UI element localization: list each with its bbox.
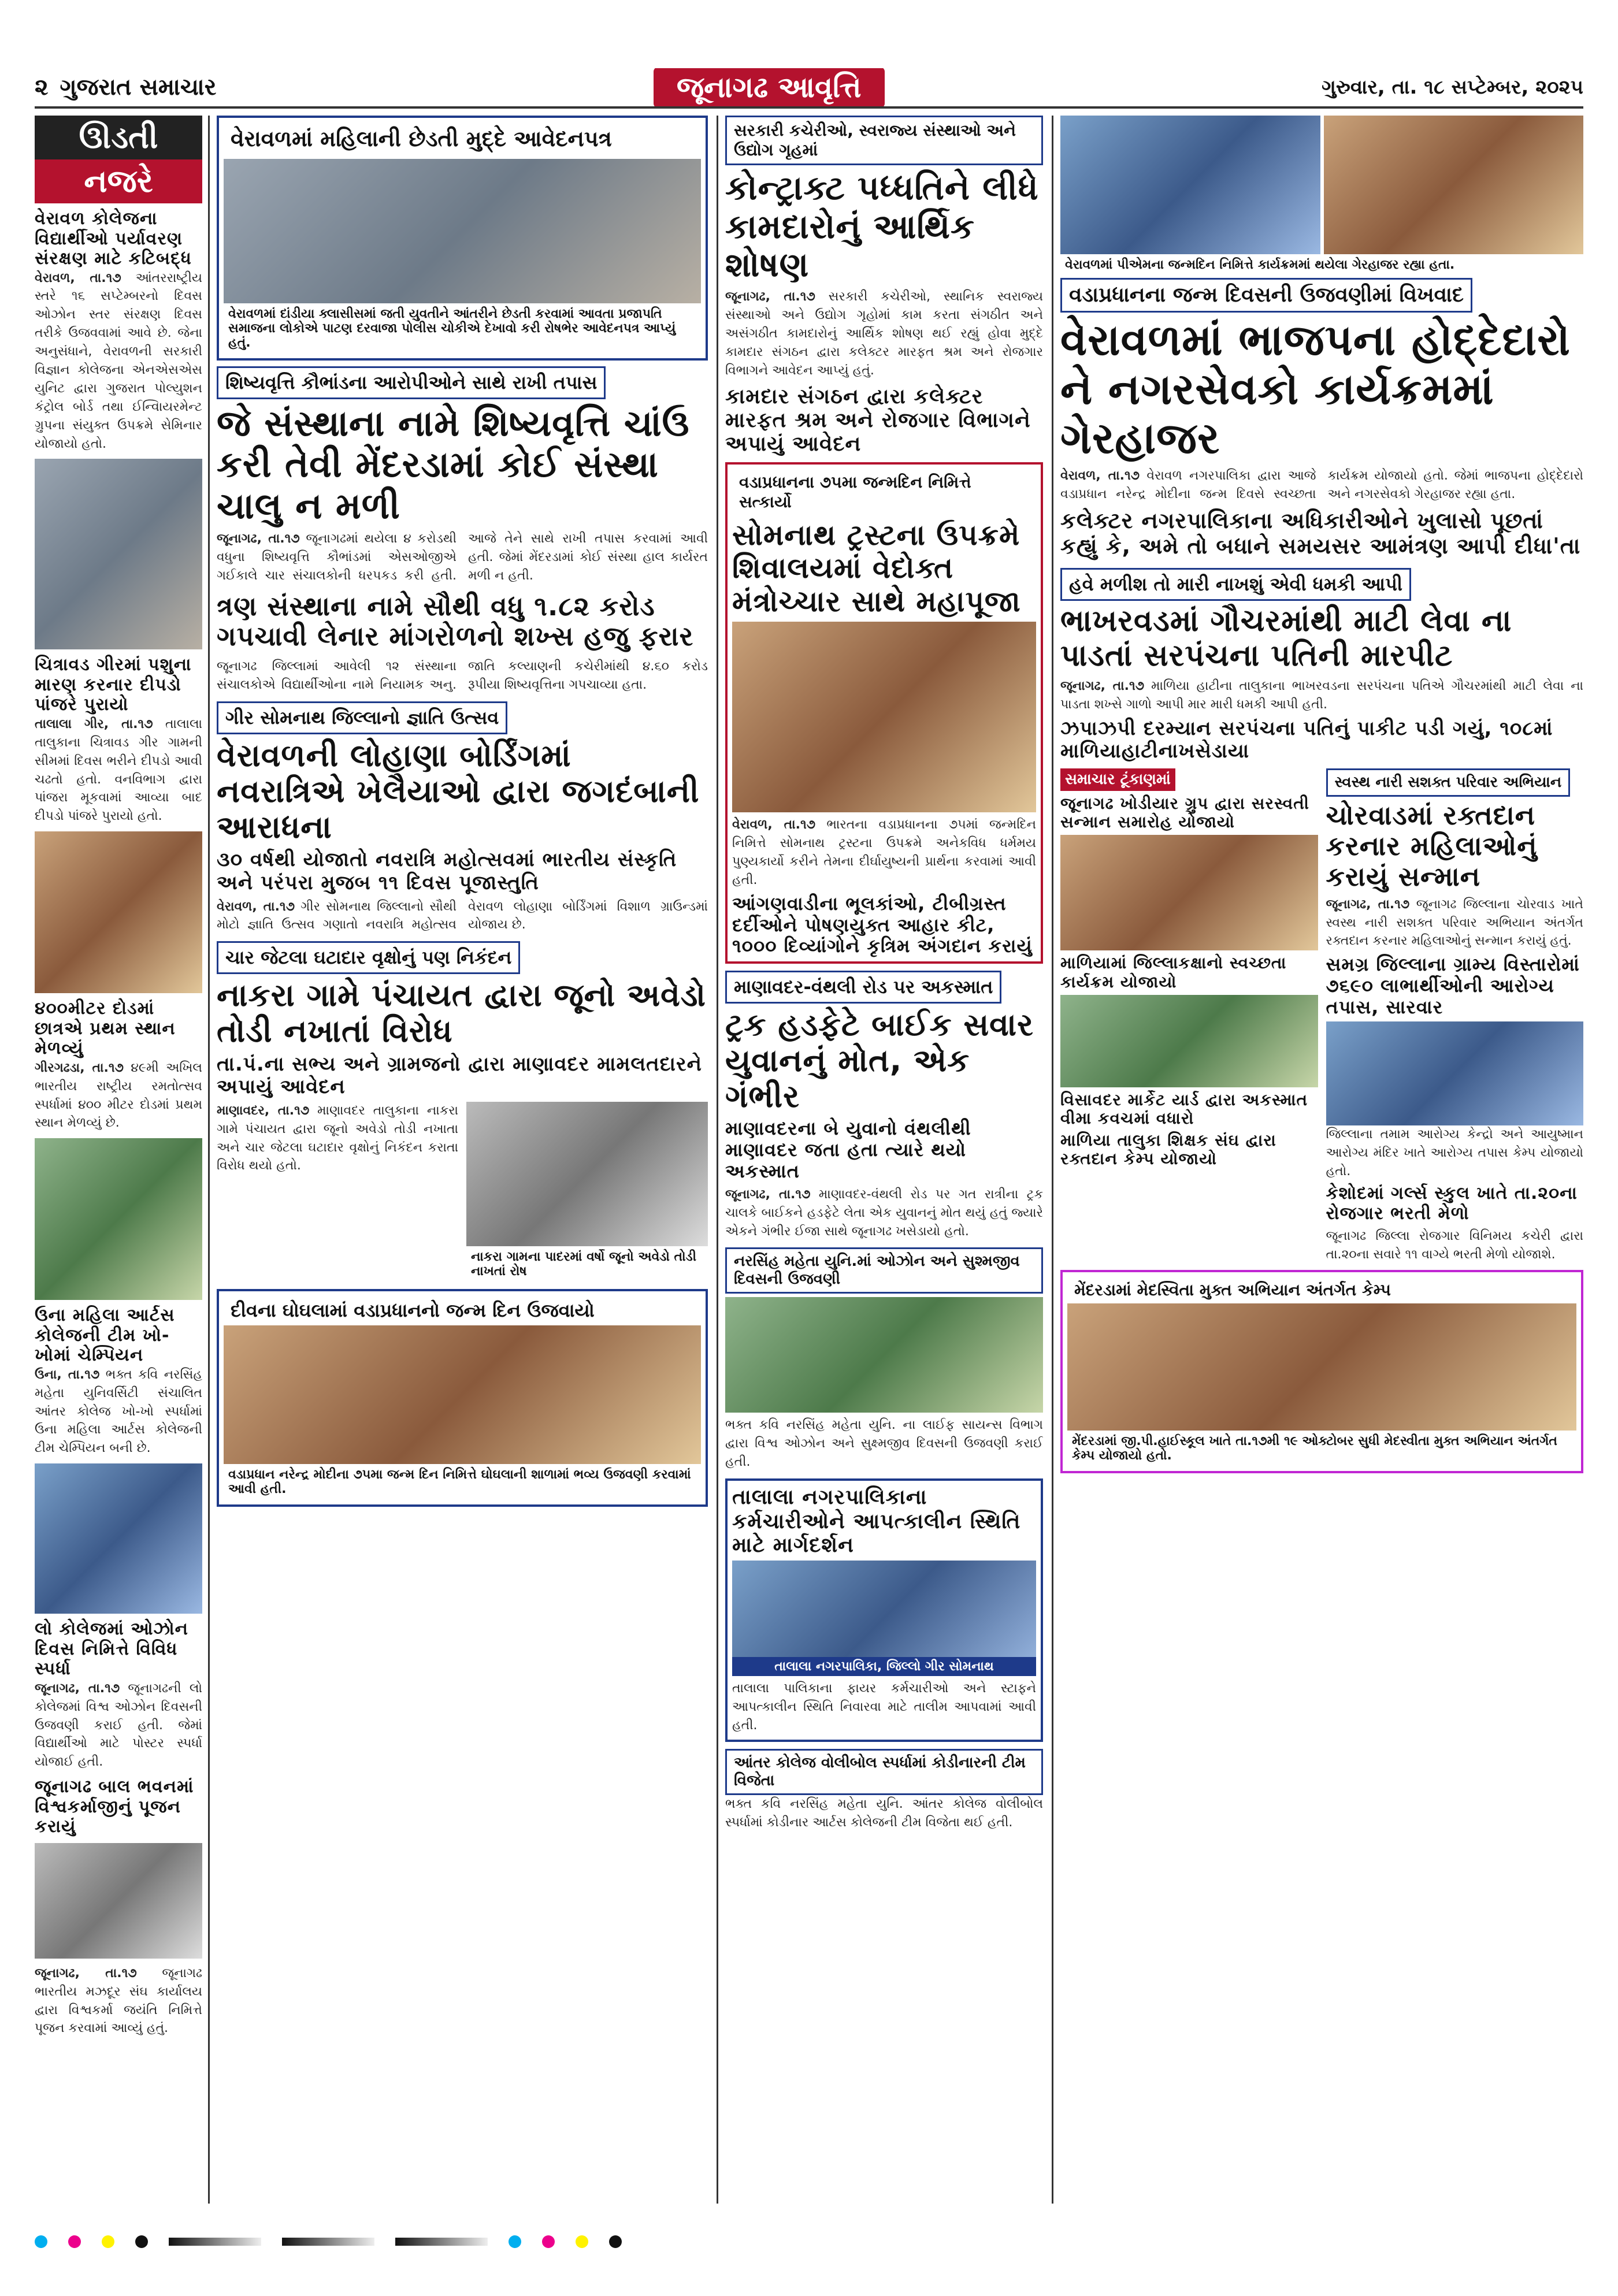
brief-story bbox=[35, 1777, 202, 2038]
news-briefs bbox=[1060, 768, 1318, 1264]
story-box bbox=[725, 1478, 1043, 1742]
subheadline: કલેક્ટર નગરપાલિકાના અધિકારીઓને ખુલાસો પૂછતાં કહ્યું કે, અમે તો બધાને સમયસર આમંત્રણ આપી દીધા'તા bbox=[1060, 508, 1581, 559]
brief-headline: ૪૦૦મીટર દોડમાં છાત્રએ પ્રથમ સ્થાન મેળવ્યું bbox=[35, 998, 176, 1059]
kicker: આંતર કોલેજ વોલીબોલ સ્પર્ધામાં કોડીનારની ટીમ વિજેતા bbox=[725, 1749, 1043, 1795]
kicker: નરસિંહ મહેતા યુનિ.માં ઓઝોન અને સુશ્મજીવ દિવસની ઉજવણી bbox=[725, 1247, 1043, 1294]
registration-dot bbox=[542, 2235, 555, 2248]
brief-headline: વેરાવળ કોલેજના વિદ્યાર્થીઓ પર્યાવરણ સંરક્ષણ માટે કટિબદ્ધ bbox=[35, 209, 192, 269]
headline: ચોરવાડમાં રક્તદાન કરનાર મહિલાઓનું કરાયું સન્માન bbox=[1326, 800, 1538, 892]
subheadline: માણાવદરના બે યુવાનો વંથલીથી માણાવદર જતા હતા ત્યારે થયો અકસ્માત bbox=[725, 1117, 971, 1183]
brief-body: ઉના, તા.૧૭ ભક્ત કવિ નરસિંહ મહેતા યુનિવર્સિટી સંચાલિત આંતર કોલેજ ખો-ખો સ્પર્ધામાં ઉના મહિલા આર્ટસ કોલેજની ટીમ ચેમ્પિયન બની છે. bbox=[35, 1367, 202, 1456]
registration-dot bbox=[68, 2235, 81, 2248]
edition-title: જૂનાગઢ આવૃત્તિ bbox=[654, 68, 885, 108]
article-body: માણાવદર, તા.૧૭ માણાવદર તાલુકાના નાકરા ગામે પંચાયત દ્વારા જૂનો અવેડો તોડી નખાતા અને ચાર જેટલા ઘટાદાર વૃક્ષોનું નિકંદન કરાતા વિરોધ થયો હતો. bbox=[217, 1103, 459, 1173]
gray-scale-bar bbox=[282, 2238, 374, 2246]
photo bbox=[1060, 835, 1318, 950]
brief-body: તાલાલા ગીર, તા.૧૭ તાલાલા તાલુકાના ચિત્રાવડ ગીર ગામની સીમમાં દિવસ ભરીને દીપડો આવી ચઢતો હતો. વનવિભાગ દ્વારા પાંજરા મૂકવામાં આવ્યા બાદ દીપડો પાંજરે પુરાયો હતો. bbox=[35, 716, 202, 824]
brief-headline: માળિયા તાલુકા શિક્ષક સંઘ દ્વારા રક્તદાન કેમ્પ યોજાયો bbox=[1060, 1131, 1276, 1169]
photo bbox=[35, 831, 202, 993]
story-box bbox=[725, 462, 1043, 964]
kicker: સરકારી કચેરીઓ, સ્વરાજ્ય સંસ્થાઓ અને ઉદ્યોગ ગૃહમાં bbox=[725, 116, 1043, 165]
kicker: ગીર સોમનાથ જિલ્લાનો જ્ઞાતિ ઉત્સવ bbox=[217, 701, 507, 734]
brief-body: ગીરગઢડા, તા.૧૭ ૪૯મી અખિલ ભારતીય રાષ્ટ્રીય રમતોત્સવ સ્પર્ધામાં ૪૦૦ મીટર દોડમાં પ્રથમ સ્થાન મેળવ્યું છે. bbox=[35, 1060, 202, 1131]
photo bbox=[35, 459, 202, 649]
article-body: વેરાવળ, તા.૧૭ ભારતના વડાપ્રધાનના ૭૫માં જન્મદિન નિમિત્તે સોમનાથ ટ્રસ્ટના ઉપક્રમે અનેકવિધ ધર્મમય પુણ્યકાર્યો કરીને તેમના દીર્ઘાયુષ્યની પ્રાર્થના કરવામાં આવી હતી. bbox=[732, 818, 1037, 887]
article-body: ભક્ત કવિ નરસિંહ મહેતા યુનિ. ના લાઈફ સાયન્સ વિભાગ દ્વારા વિશ્વ ઓઝોન અને સુક્ષ્મજીવ દિવસની ઉજવણી કરાઈ હતી. bbox=[725, 1418, 1043, 1470]
photo-strip bbox=[1060, 116, 1583, 254]
kicker: સ્વસ્થ નારી સશક્ત પરિવાર અભિયાન bbox=[1326, 768, 1571, 797]
kicker: વડાપ્રધાનના જન્મ દિવસની ઉજવણીમાં વિખવાદ bbox=[1060, 278, 1472, 313]
article-body: જિલ્લાના તમામ આરોગ્ય કેન્દ્રો અને આયુષ્માન આરોગ્ય મંદિર ખાતે આરોગ્ય તપાસ કેમ્પ યોજાયો હતો. bbox=[1326, 1127, 1583, 1179]
brief-headline: જૂનાગઢ બાલ ભવનમાં વિશ્વકર્માજીનું પૂજન કરાયું bbox=[35, 1777, 194, 1837]
kicker: વેરાવળમાં મહિલાની છેડતી મુદ્દે આવેદનપત્ર bbox=[231, 126, 612, 151]
photo-caption: વડાપ્રધાન નરેન્દ્ર મોદીના ૭૫મા જન્મ દિન નિમિત્તે ઘોઘલાની શાળામાં ભવ્ય ઉજવણી કરવામાં આવી હતી. bbox=[228, 1467, 691, 1496]
article-body: જૂનાગઢ જિલ્લા રોજગાર વિનિમય કચેરી દ્વારા તા.૨૦ના સવારે ૧૧ વાગ્યે ભરતી મેળો યોજાશે. bbox=[1326, 1229, 1583, 1262]
photo bbox=[732, 622, 1036, 812]
photo bbox=[1060, 116, 1320, 254]
story-box bbox=[1060, 1270, 1583, 1473]
story-row bbox=[217, 1102, 708, 1282]
registration-dot bbox=[576, 2235, 588, 2248]
brief-headline: ઉના મહિલા આર્ટસ કોલેજની ટીમ ખો-ખોમાં ચેમ્પિયન bbox=[35, 1305, 175, 1366]
registration-dot bbox=[35, 2235, 47, 2248]
headline: ત્રણ સંસ્થાના નામે સૌથી વધુ ૧.૮૨ કરોડ ગપચાવી લેનાર માંગરોળનો શખ્સ હજુ ફરાર bbox=[217, 590, 694, 652]
news-briefs-row bbox=[1060, 768, 1583, 1264]
headline: કેશોદમાં ગર્લ્સ સ્કુલ ખાતે તા.૨૦ના રોજગાર ભરતી મેળો bbox=[1326, 1183, 1578, 1224]
brief-story bbox=[35, 1619, 202, 1771]
article-body: તાલાલા પાલિકાના ફાયર કર્મચારીઓ અને સ્ટાફને આપત્કાલીન સ્થિતિ નિવારવા માટે તાલીમ આપવામાં આવી હતી. bbox=[732, 1681, 1036, 1733]
masthead-left bbox=[35, 74, 216, 101]
registration-dot bbox=[135, 2235, 148, 2248]
highlight-box: આંગણવાડીના ભૂલકાંઓ, ટીબીગ્રસ્ત દર્દીઓને પોષણયુક્ત આહાર કીટ, ૧૦૦૦ દિવ્યાંગોને કૃત્રિમ અંગદાન કરાયું bbox=[732, 892, 1033, 957]
article-body: જૂનાગઢ, તા.૧૭ માણાવદર-વંથલી રોડ પર ગત રાત્રીના ટ્રક ચાલકે બાઈકને હડફેટે લેતા એક યુવાનનું મોત થયું હતું જ્યારે એકને ગંભીર ઈજા સાથે જૂનાગઢ ખસેડાયો હતો. bbox=[725, 1187, 1043, 1239]
photo bbox=[1060, 995, 1318, 1087]
brief-story bbox=[35, 655, 202, 826]
gray-scale-bar bbox=[395, 2238, 488, 2246]
gray-scale-bar bbox=[169, 2238, 261, 2246]
subheadline: કામદાર સંગઠન દ્વારા કલેક્ટર મારફત શ્રમ અને રોજગાર વિભાગને અપાયું આવેદન bbox=[725, 384, 1031, 456]
brief-body: જૂનાગઢ, તા.૧૭ જૂનાગઢ ભારતીય મઝદૂર સંઘ કાર્યાલય દ્વારા વિશ્વકર્મા જયંતિ નિમિત્તે પૂજન કરવામાં આવ્યું હતું. bbox=[35, 1966, 202, 2036]
subheadline: તા.પં.ના સભ્ય અને ગ્રામજનો દ્વારા માણાવદર મામલતદારને અપાયું આવેદન bbox=[217, 1052, 702, 1098]
photo bbox=[224, 1325, 701, 1464]
photo bbox=[732, 1561, 1036, 1676]
article-body: વેરાવળ, તા.૧૭ ગીર સોમનાથ જિલ્લાનો સૌથી મોટો જ્ઞાતિ ઉત્સવ ગણાતો નવરાત્રિ મહોત્સવ વેરાવળ લોહાણા બોર્ડિંગમાં વિશાળ ગ્રાઉન્ડમાં યોજાય છે. bbox=[217, 899, 708, 932]
brief-headline: લો કોલેજમાં ઓઝોન દિવસ નિમિત્તે વિવિધ સ્પર્ધા bbox=[35, 1619, 188, 1680]
subheadline: ઝપાઝપી દરમ્યાન સરપંચના પતિનું પાકીટ પડી ગયું, ૧૦૮માં માળિયાહાટીનાખસેડાયા bbox=[1060, 716, 1553, 763]
brief-story bbox=[35, 999, 202, 1132]
masthead bbox=[35, 68, 1583, 109]
column-rule bbox=[717, 116, 718, 2204]
photo-caption: મેંદરડામાં જી.પી.હાઈસ્કૂલ ખાતે તા.૧૭મી ૧૯ ઓક્ટોબર સુધી મેદસ્વીતા મુક્ત અભિયાન અંતર્ગત કેમ્પ યોજાયો હતો. bbox=[1072, 1434, 1557, 1463]
kicker: ચાર જેટલા ઘટાદાર વૃક્ષોનું પણ નિકંદન bbox=[217, 941, 520, 974]
article-body: જૂનાગઢ, તા.૧૭ જૂનાગઢ જિલ્લાના ચોરવાડ ખાતે સ્વસ્થ નારી સશક્ત પરિવાર અભિયાન અંતર્ગત રક્તદાન કરનાર મહિલાઓનું સન્માન કરાયું હતું. bbox=[1326, 897, 1583, 949]
photo bbox=[725, 1297, 1043, 1413]
story-box bbox=[217, 1289, 708, 1507]
brief-story bbox=[35, 209, 202, 453]
photo bbox=[35, 1138, 202, 1300]
issue-date: ગુરુવાર, તા. ૧૮ સપ્ટેમ્બર, ૨૦૨૫ bbox=[1322, 76, 1583, 99]
najare-tag: નજરે bbox=[35, 159, 202, 203]
paper-name: ગુજરાત સમાચાર bbox=[60, 74, 217, 101]
right-stack bbox=[1326, 768, 1584, 1264]
column-rule bbox=[208, 116, 210, 2204]
photo bbox=[35, 1843, 202, 1959]
headline: વેરાવળની લોહાણા બોર્ડિંગમાં નવરાત્રિએ ખેલૈયાઓ દ્વારા જગદંબાની આરાધના bbox=[217, 737, 700, 846]
registration-dot bbox=[509, 2235, 521, 2248]
kicker: દીવના ઘોઘલામાં વડાપ્રધાનનો જન્મ દિન ઉજવાયો bbox=[231, 1299, 595, 1321]
brief-headline: ચિત્રાવડ ગીરમાં પશુના મારણ કરનાર દીપડો પાંજરે પુરાયો bbox=[35, 655, 192, 715]
article-body: વેરાવળ, તા.૧૭ વેરાવળ નગરપાલિકા દ્વારા આજે વડાપ્રધાન નરેન્દ્ર મોદીના જન્મ દિવસે સ્વચ્છતા કાર્યક્રમ યોજાયો હતો. જેમાં ભાજપના હોદ્દેદારો અને નગરસેવકો ગેરહાજર રહ્યા હતા. bbox=[1060, 469, 1583, 502]
column-4 bbox=[1060, 116, 1583, 2204]
column-3 bbox=[725, 116, 1043, 2204]
article-body: ભક્ત કવિ નરસિંહ મહેતા યુનિ. આંતર કોલેજ વોલીબોલ સ્પર્ધામાં કોડીનાર આર્ટસ કોલેજની ટીમ વિજેતા થઈ હતી. bbox=[725, 1797, 1043, 1830]
photo bbox=[35, 1463, 202, 1614]
kicker: શિષ્યવૃત્તિ કૌભાંડના આરોપીઓને સાથે રાખી તપાસ bbox=[217, 366, 606, 399]
headline: જે સંસ્થાના નામે શિષ્યવૃત્તિ ચાંઉ કરી તેવી મેંદરડામાં કોઈ સંસ્થા ચાલુ ન મળી bbox=[217, 402, 690, 527]
photo-block bbox=[466, 1102, 708, 1282]
article-body: જૂનાગઢ જિલ્લામાં આવેલી ૧૨ સંસ્થાના સંચાલકોએ વિદ્યાર્થીઓના નામે નિયામક અનુ. જાતિ કલ્યાણની કચેરીમાંથી ૪.૬૦ કરોડ રૂપીયા શિષ્યવૃત્તિના ગપચાવ્યા હતા. bbox=[217, 659, 708, 693]
headline: ટ્રક હડફેટે બાઈક સવાર યુવાનનું મોત, એક ગંભીર bbox=[725, 1006, 1034, 1115]
registration-dot bbox=[609, 2235, 622, 2248]
brief-headline: વિસાવદર માર્કેટ યાર્ડ દ્વારા અકસ્માત વીમા કવચમાં વધારો bbox=[1060, 1090, 1308, 1128]
headline: સોમનાથ ટ્રસ્ટના ઉપક્રમે શિવાલયમાં વેદોક્ત મંત્રોચ્ચાર સાથે મહાપૂજા bbox=[732, 518, 1021, 618]
subheadline: ૩૦ વર્ષથી યોજાતો નવરાત્રિ મહોત્સવમાં ભારતીય સંસ્કૃતિ અને પરંપરા મુજબ ૧૧ દિવસ પૂજાસ્તુતિ bbox=[217, 848, 677, 894]
printer-marks bbox=[35, 2230, 1583, 2253]
headline: વેરાવળમાં ભાજપના હોદ્દેદારો ને નગરસેવકો કાર્યક્રમમાં ગેરહાજર bbox=[1060, 315, 1571, 464]
kicker: માણાવદર-વંથલી રોડ પર અકસ્માત bbox=[725, 971, 1001, 1004]
column-2 bbox=[217, 116, 708, 2204]
kicker: વડાપ્રધાનના ૭૫મા જન્મદિન નિમિત્તે સત્કાર્યો bbox=[739, 472, 971, 511]
headline: તાલાલા નગરપાલિકાના કર્મચારીઓને આપત્કાલીન સ્થિતિ માટે માર્ગદર્શન bbox=[732, 1485, 1021, 1557]
photo bbox=[1067, 1303, 1576, 1431]
column-rule bbox=[1052, 116, 1053, 2204]
column-udti-najare bbox=[35, 116, 202, 2204]
brief-body: જૂનાગઢ, તા.૧૭ જૂનાગઢની લો કોલેજમાં વિશ્વ ઓઝોન દિવસની ઉજવણી કરાઈ હતી. જેમાં વિદ્યાર્થીઓ માટે પોસ્ટર સ્પર્ધા યોજાઈ હતી. bbox=[35, 1681, 202, 1770]
photo bbox=[1326, 1021, 1584, 1125]
kicker: હવે મળીશ તો મારી નાખશું એવી ધમકી આપી bbox=[1060, 568, 1411, 601]
photo-caption: નાકરા ગામના પાદરમાં વર્ષો જૂનો અવેડો તોડી નાખતાં રોષ bbox=[471, 1249, 696, 1279]
photo-caption: વેરાવળમાં દાંડીયા ક્લાસીસમાં જતી યુવતીને આંતરીને છેડતી કરવામાં આવતા પ્રજાપતિ સમાજના લોકોએ પાટણ દરવાજા પોલીસ ચોકીએ દેખાવો કરી રોષભેર આવેદનપત્ર આપ્યું હતું. bbox=[228, 307, 676, 350]
photo bbox=[466, 1102, 708, 1246]
photo bbox=[224, 159, 701, 303]
photo-caption: વેરાવળમાં પીએમના જન્મદિન નિમિત્તે કાર્યક્રમમાં થયેલા ગેરહાજર રહ્યા હતા. bbox=[1065, 258, 1455, 272]
kicker: મેંદરડામાં મેદસ્વિતા મુક્ત અભિયાન અંતર્ગત કેમ્પ bbox=[1074, 1280, 1391, 1300]
article-body: જૂનાગઢ, તા.૧૭ જૂનાગઢમાં થયેલા ૪ કરોડથી વધુના શિષ્યવૃત્તિ કૌભાંડમાં એસઓજીએ ગઈકાલે ચાર સંચાલકોની ધરપકડ કરી હતી. આજે તેને સાથે રાખી તપાસ કરવામાં આવી હતી. જેમાં મેંદરડામાં કોઈ સંસ્થા હાલ કાર્યરત મળી ન હતી. bbox=[217, 531, 708, 583]
brief-headline: જૂનાગઢ ખોડીયાર ગ્રુપ દ્વારા સરસ્વતી સન્માન સમારોહ યોજાયો bbox=[1060, 794, 1309, 832]
article-body: જૂનાગઢ, તા.૧૭ માળિયા હાટીના તાલુકાના ભાખરવડના સરપંચના પતિએ ગૌચરમાંથી માટી લેવા ના પાડતા શખ્સે ગાળો આપી માર મારી ધમકી આપી હતી. bbox=[1060, 679, 1583, 712]
page-number: ૨ bbox=[35, 74, 49, 101]
headline: ભાખરવડમાં ગૌચરમાંથી માટી લેવા ના પાડતાં સરપંચના પતિની મારપીટ bbox=[1060, 604, 1512, 674]
briefs-tag: સમાચાર ટૂંકાણમાં bbox=[1060, 768, 1175, 791]
photo bbox=[1324, 116, 1584, 254]
brief-story bbox=[35, 1306, 202, 1458]
brief-headline: માળિયામાં જિલ્લાકક્ષાનો સ્વચ્છતા કાર્યક્રમ યોજાયો bbox=[1060, 953, 1287, 991]
story-box bbox=[217, 116, 708, 361]
registration-dot bbox=[102, 2235, 114, 2248]
banner-text: તાલાલા નગરપાલિકા, જિલ્લો ગીર સોમનાથ bbox=[732, 1657, 1036, 1676]
headline: નાકરા ગામે પંચાયત દ્વારા જૂનો અવેડો તોડી નખાતાં વિરોધ bbox=[217, 977, 706, 1050]
headline: સમગ્ર જિલ્લાના ગ્રામ્ય વિસ્તારોમાં ૭૬૯૦ લાભાર્થીઓની આરોગ્ય તપાસ, સારવાર bbox=[1326, 953, 1580, 1018]
headline: કોન્ટ્રાક્ટ પધ્ધતિને લીધે કામદારોનું આર્થિક શોષણ bbox=[725, 168, 1039, 285]
udti-tag: ઊડતી bbox=[35, 116, 202, 159]
article-body: જૂનાગઢ, તા.૧૭ સરકારી કચેરીઓ, સ્થાનિક સ્વરાજ્ય સંસ્થાઓ અને ઉદ્યોગ ગૃહોમાં કામ કરતા સંગઠીત અને અસંગઠીત કામદારોનું આર્થિક શોષણ થઈ રહ્યું હોવા મુદ્દે કામદાર સંગઠન દ્વારા કલેક્ટર મારફત શ્રમ અને રોજગાર વિભાગને આવેદન આપ્યું હતું. bbox=[725, 289, 1043, 378]
brief-body: વેરાવળ, તા.૧૭ આંતરરાષ્ટ્રીય સ્તરે ૧૬ સપ્ટેમ્બરનો દિવસ ઓઝોન સ્તર સંરક્ષણ દિવસ તરીકે ઉજવવામાં આવે છે. જેના અનુસંધાને, વેરાવળની સરકારી વિજ્ઞાન કોલેજના એનએસએસ યુનિટ દ્વારા ગુજરાત પોલ્યુશન કંટ્રોલ બોર્ડ તથા ઈન્વિાયરમેન્ટ ગ્રુપના સંયુક્ત ઉપક્રમે સેમિનાર યોજાયો હતો. bbox=[35, 270, 202, 451]
